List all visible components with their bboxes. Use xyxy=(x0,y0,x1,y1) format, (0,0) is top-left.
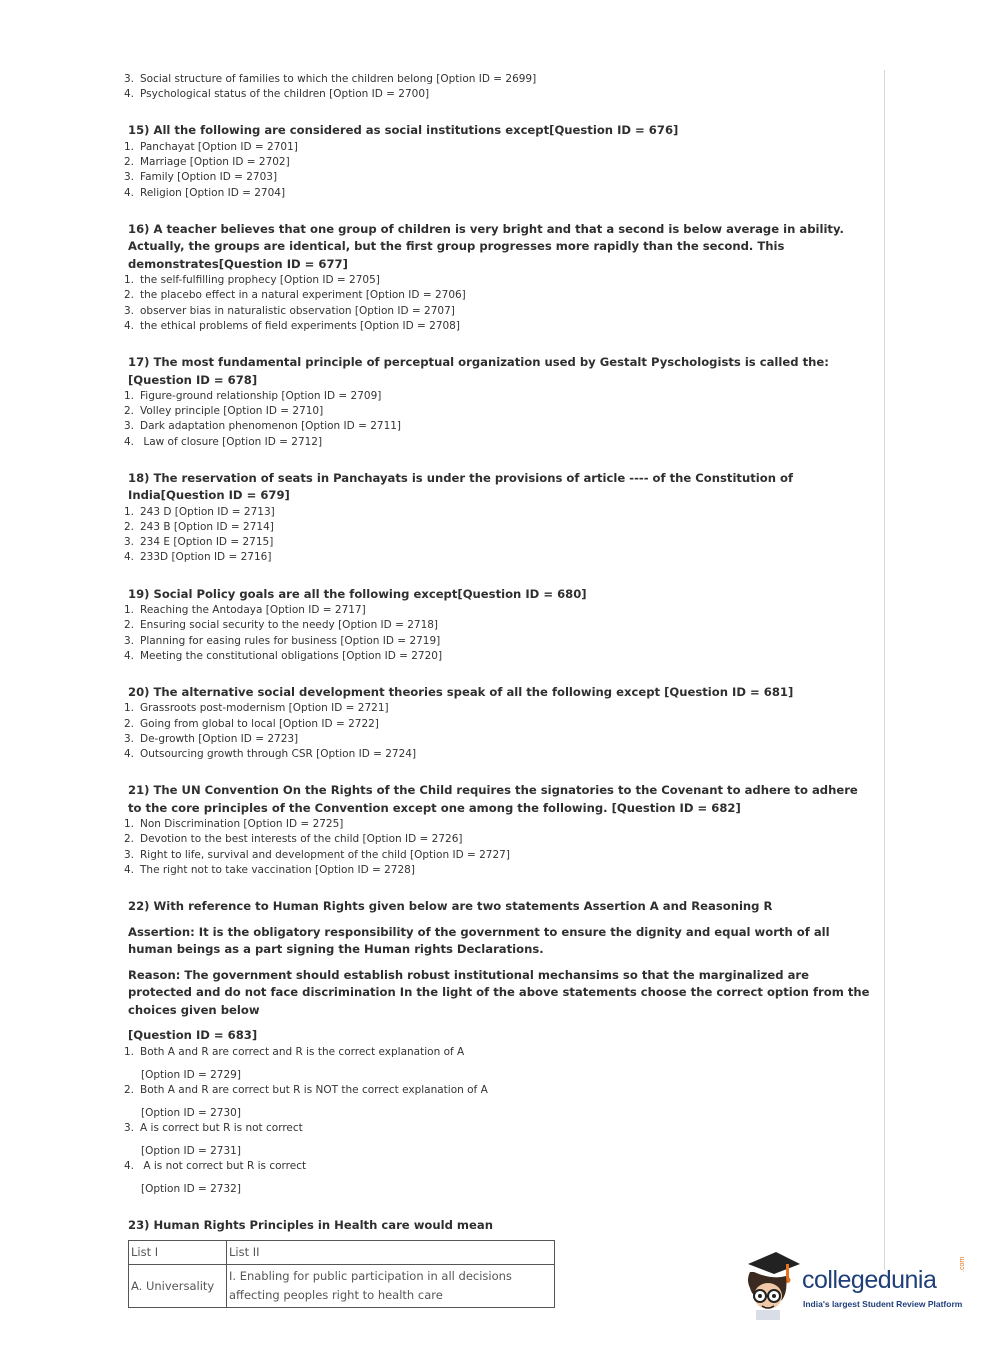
option: 1. Both A and R are correct and R is the correct explanation of A xyxy=(124,1045,465,1058)
question-text: 22) With reference to Human Rights given below are two statements Assertion A and Reasoning R xyxy=(128,899,773,914)
option: 4. A is not correct but R is correct xyxy=(124,1159,307,1172)
question-id: [Question ID = 683] xyxy=(128,1028,258,1043)
option: 3. De-growth [Option ID = 2723] xyxy=(124,732,299,745)
question-text: 21) The UN Convention On the Rights of the Child requires the signatories to the Covenant to adhere to adhere to the core principles of the Convention except one among the following. [Question ID = 682] xyxy=(128,783,858,815)
option: 2. Marriage [Option ID = 2702] xyxy=(124,156,290,169)
table-header-cell: List I xyxy=(129,1241,227,1265)
option: 2. Devotion to the best interests of the child [Option ID = 2726] xyxy=(124,833,463,846)
option: 4. 233D [Option ID = 2716] xyxy=(124,551,272,564)
question-18 xyxy=(124,470,872,566)
option: 1. Grassroots post-modernism [Option ID = 2721] xyxy=(124,702,389,715)
page-margin-line xyxy=(884,70,885,1270)
option: 3. Right to life, survival and development of the child [Option ID = 2727] xyxy=(124,848,510,861)
option: 4. Outsourcing growth through CSR [Option ID = 2724] xyxy=(124,748,417,761)
question-text: 18) The reservation of seats in Panchayats is under the provisions of article ---- of the Constitution of India[Question ID = 679] xyxy=(128,470,794,503)
option: 2. Going from global to local [Option ID = 2722] xyxy=(124,717,379,730)
option: 1. Panchayat [Option ID = 2701] xyxy=(124,140,298,153)
logo-tagline: India's largest Student Review Platform xyxy=(803,1299,963,1309)
mascot-icon xyxy=(742,1250,804,1322)
question-text: 20) The alternative social development theories speak of all the following except [Question ID = 681] xyxy=(128,684,794,699)
option-id: [Option ID = 2729] xyxy=(141,1068,241,1081)
question-paper xyxy=(124,72,872,1308)
option: 3. Planning for easing rules for business [Option ID = 2719] xyxy=(124,634,441,647)
option: 4. the ethical problems of field experiments [Option ID = 2708] xyxy=(124,319,460,332)
logo-suffix: .com xyxy=(959,1256,966,1272)
option: 4. Religion [Option ID = 2704] xyxy=(124,186,286,199)
question-19 xyxy=(124,586,872,664)
question-17 xyxy=(124,354,872,450)
question-text: 15) All the following are considered as social institutions except[Question ID = 676] xyxy=(128,123,679,138)
assertion: Assertion: It is the obligatory responsibility of the government to ensure the dignity and equal worth of all human beings as a part signing the Human rights Declarations. xyxy=(128,924,830,957)
table-header-cell: List II xyxy=(227,1241,555,1265)
q14-continued-options xyxy=(124,72,872,102)
option: 4. Law of closure [Option ID = 2712] xyxy=(124,435,323,448)
option: 1. Reaching the Antodaya [Option ID = 2717] xyxy=(124,604,366,617)
option: 4. Meeting the constitutional obligations [Option ID = 2720] xyxy=(124,649,443,662)
question-text: 16) A teacher believes that one group of children is very bright and that a second is below average in ability. Actually, the groups are identical, but the first group progresses more rapidly than the second. This demonstrates[Question ID = 677] xyxy=(128,221,844,271)
table-cell: A. Universality xyxy=(129,1265,227,1308)
table-header-row xyxy=(129,1241,555,1265)
question-21 xyxy=(124,782,872,878)
option: 2. 243 B [Option ID = 2714] xyxy=(124,521,274,534)
question-text: 23) Human Rights Principles in Health care would mean xyxy=(128,1217,493,1232)
option-id: [Option ID = 2730] xyxy=(141,1106,241,1119)
match-list-table xyxy=(128,1240,555,1308)
option: 2. the placebo effect in a natural experiment [Option ID = 2706] xyxy=(124,289,466,302)
option: 1. 243 D [Option ID = 2713] xyxy=(124,505,275,518)
question-text: 19) Social Policy goals are all the following except[Question ID = 680] xyxy=(128,586,587,601)
question-text: 17) The most fundamental principle of perceptual organization used by Gestalt Pyschologists is called the:[Question ID = 678] xyxy=(128,355,829,387)
option: 2. Ensuring social security to the needy [Option ID = 2718] xyxy=(124,619,439,632)
option: 2. Volley principle [Option ID = 2710] xyxy=(124,405,324,418)
option: 3. observer bias in naturalistic observation [Option ID = 2707] xyxy=(124,304,455,317)
option: 1. Non Discrimination [Option ID = 2725] xyxy=(124,818,344,831)
question-16 xyxy=(124,221,872,334)
option-id: [Option ID = 2731] xyxy=(141,1144,241,1157)
option: 3. 234 E [Option ID = 2715] xyxy=(124,536,274,549)
collegedunia-logo xyxy=(742,1250,972,1322)
reason: Reason: The government should establish robust institutional mechansims so that the marginalized are protected and do not face discrimination In the light of the above statements choose the correct option from the choices given below xyxy=(128,967,870,1017)
option: 4. The right not to take vaccination [Option ID = 2728] xyxy=(124,863,415,876)
option: 3. Dark adaptation phenomenon [Option ID = 2711] xyxy=(124,420,402,433)
question-20 xyxy=(124,684,872,762)
option: 2. Both A and R are correct but R is NOT the correct explanation of A xyxy=(124,1083,488,1096)
option: 3. Family [Option ID = 2703] xyxy=(124,171,278,184)
option: 1. the self-fulfilling prophecy [Option ID = 2705] xyxy=(124,274,380,287)
logo-wordmark: collegedunia xyxy=(802,1266,937,1294)
option: 3. Social structure of families to which the children belong [Option ID = 2699] xyxy=(124,73,537,85)
question-15 xyxy=(124,122,872,200)
table-row xyxy=(129,1265,555,1308)
option: 4. Psychological status of the children [Option ID = 2700] xyxy=(124,88,430,101)
question-22 xyxy=(124,898,872,1197)
option-id: [Option ID = 2732] xyxy=(141,1182,241,1195)
option: 1. Figure-ground relationship [Option ID = 2709] xyxy=(124,390,382,403)
option: 3. A is correct but R is not correct xyxy=(124,1121,303,1134)
table-cell: I. Enabling for public participation in all decisions affecting peoples right to health care xyxy=(227,1265,555,1308)
